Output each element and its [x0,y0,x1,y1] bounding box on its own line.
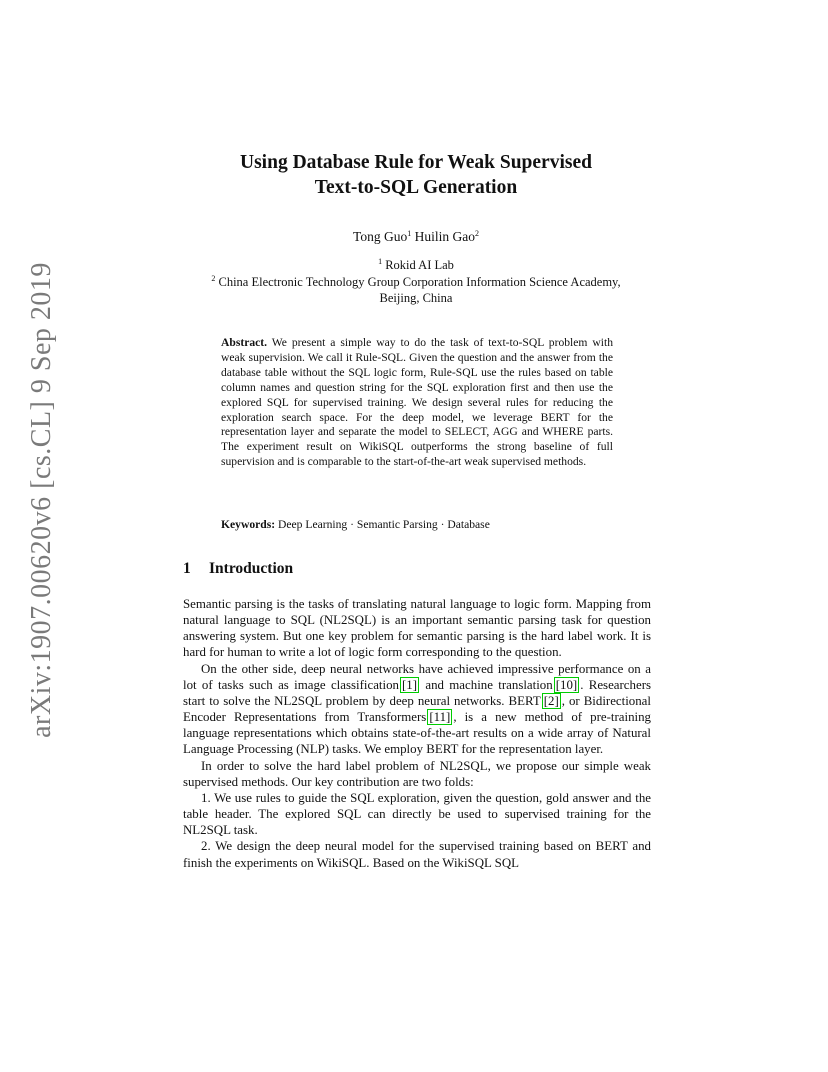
introduction-body [183,596,651,871]
affiliation-1 [150,257,682,273]
paragraph: Semantic parsing is the tasks of translating natural language to logic form. Mapping from natural language to SQL (NL2SQL) is an important semantic parsing task for question answering system. But one key problem for semantic parsing is the hard label work. It is hard for human to write a lot of logic form corresponding to the question. [183,597,651,660]
affiliation-name: China Electronic Technology Group Corporation Information Science Academy, [218,275,621,289]
citation-link[interactable]: [1] [401,677,418,692]
arxiv-identifier: arXiv:1907.00620v6 [cs.CL] 9 Sep 2019 [26,262,57,738]
abstract-text: We present a simple way to do the task of text-to-SQL problem with weak supervision. We call it Rule-SQL. Given the question and the answer from the database table without the SQL logic form, Rule-SQL use the rules based on table column names and question string for the SQL exploration first and then use the explored SQL for supervised training. We design several rules for reducing the exploration search space. For the deep model, we leverage BERT for the representation layer and separate the model to SELECT, AGG and WHERE parts. The experiment result on WikiSQL outperforms the strong baseline of full supervision and is comparable to the start-of-the-art weak supervised methods. [221,336,613,469]
paragraph: 2. We design the deep neural model for the supervised training based on BERT and finish the experiments on WikiSQL. Based on the WikiSQL SQL [183,839,651,870]
paper-title [150,150,682,200]
affiliation-name: Rokid AI Lab [385,258,454,272]
keywords [221,518,613,531]
author-name: Huilin Gao [414,229,475,244]
affiliation-2 [150,274,682,306]
citation-link[interactable]: [2] [543,693,559,708]
author-affiliation-mark: 1 [407,229,412,238]
affiliation-mark: 1 [378,257,383,266]
author-name: Tong Guo [353,229,408,244]
keywords-label: Keywords: [221,518,276,531]
keywords-text: Deep Learning · Semantic Parsing · Database [278,518,490,531]
abstract-label: Abstract. [221,336,268,349]
paragraph: On the other side, deep neural networks have achieved impressive performance on a lot of tasks such as image classification [1] and machine translation [10] . Researchers start to solve the NL2SQL problem by deep neural networks. BERT [2] , or Bidirectional Encoder Representations from Transformers [11] , is a new method of pre-training language representations which obtains state-of-the-art results on a wide array of Natural Language Processing (NLP) tasks. We employ BERT for the representation layer. [183,661,652,757]
title-line-2: Text-to-SQL Generation [314,177,518,198]
author-affiliation-mark: 2 [474,229,479,238]
citation-link[interactable]: [11] [429,710,451,725]
affiliation-mark: 2 [211,274,216,283]
section-number: 1 [183,560,191,577]
abstract [221,336,613,470]
paragraph: 1. We use rules to guide the SQL exploration, given the question, gold answer and the table header. The explored SQL can directly be used to supervised training for the NL2SQL task. [183,790,651,838]
section-title: Introduction [209,560,294,577]
section-heading [183,560,293,578]
author-list [150,229,682,245]
affiliation-location: Beijing, China [379,291,453,305]
citation-link[interactable]: [10] [555,677,578,692]
title-line-1: Using Database Rule for Weak Supervised [240,152,592,173]
paragraph: In order to solve the hard label problem of NL2SQL, we propose our simple weak supervised methods. Our key contribution are two folds: [183,758,651,789]
